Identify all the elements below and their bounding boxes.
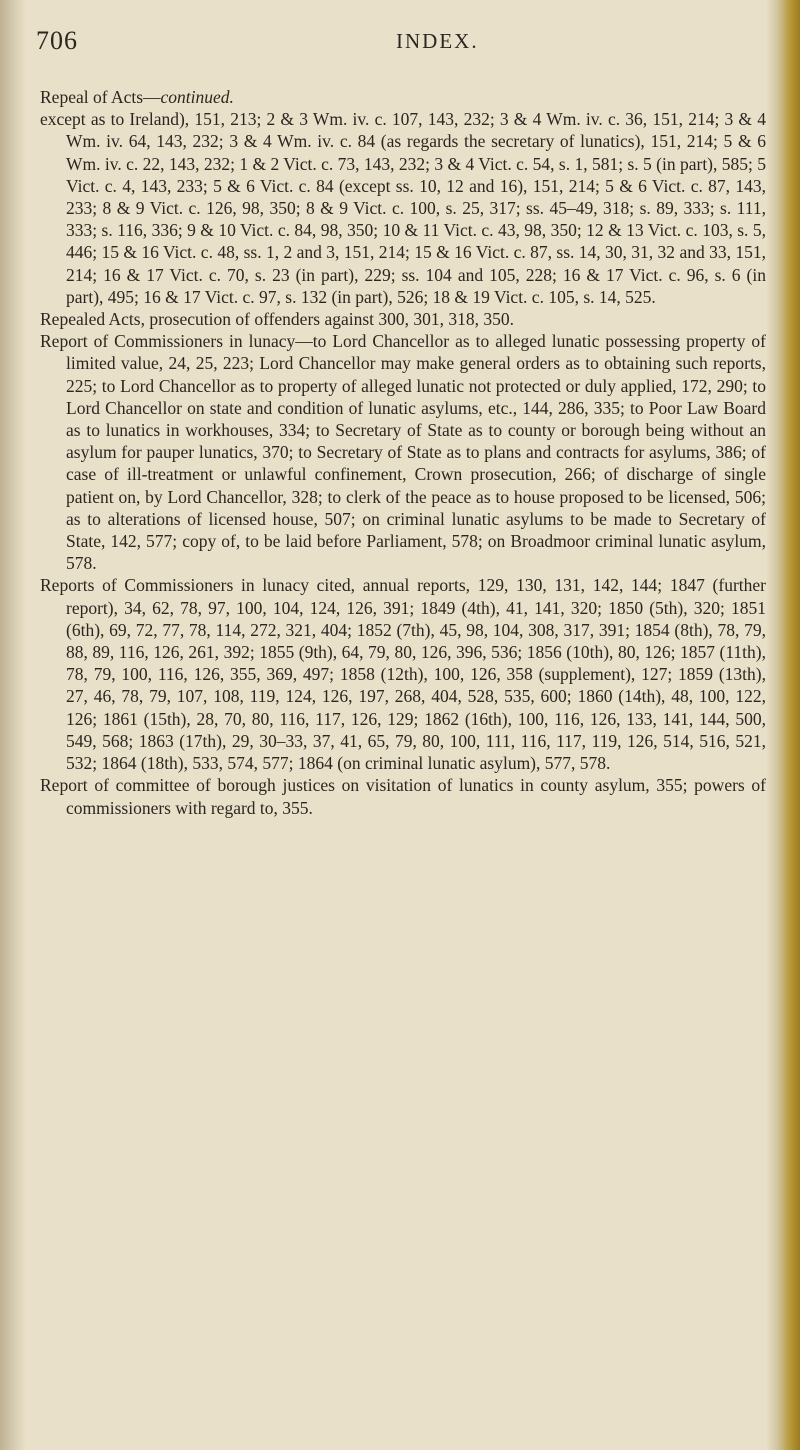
running-head: INDEX. [396,29,479,53]
index-entry-repeal-continued: except as to Ireland), 151, 213; 2 & 3 Wm. iv. c. 107, 143, 232; 3 & 4 Wm. iv. c. 36, 151, 214; 3 & 4 Wm. iv. 64, 143, 232; 3 & 4 Wm. iv. c. 84 (as regards the secretary of lunatics), 151, 214; 5 & 6 Wm. iv. c. 22, 143, 232; 1 & 2 Vict. c. 73, 143, 232; 3 & 4 Vict. c. 54, s. 1, 581; s. 5 (in part), 585; 5 Vict. c. 4, 143, 233; 5 & 6 Vict. c. 84 (except ss. 10, 12 and 16), 151, 214; 5 & 6 Vict. c. 87, 143, 233; 8 & 9 Vict. c. 126, 98, 350; 8 & 9 Vict. c. 100, s. 25, 317; ss. 45–49, 318; s. 89, 333; s. 111, 333; s. 116, 336; 9 & 10 Vict. c. 84, 98, 350; 10 & 11 Vict. c. 43, 98, 350; 12 & 13 Vict. c. 103, s. 5, 446; 15 & 16 Vict. c. 48, ss. 1, 2 and 3, 151, 214; 15 & 16 Vict. c. 87, ss. 14, 30, 31, 32 and 33, 151, 214; 16 & 17 Vict. c. 70, s. 23 (in part), 229; ss. 104 and 105, 228; 16 & 17 Vict. c. 96, s. 6 (in part), 495; 16 & 17 Vict. c. 97, s. 132 (in part), 526; 18 & 19 Vict. c. 105, s. 14, 525. [40,109,766,307]
continued-heading [40,86,766,108]
scan-edge-left [0,0,26,1450]
heading-dash: — [143,87,161,107]
page-number: 706 [36,26,78,55]
index-entry-reports-cited: Reports of Commissioners in lunacy cited, annual reports, 129, 130, 131, 142, 144; 1847 (further report), 34, 62, 78, 97, 100, 104, 124, 126, 391; 1849 (4th), 41, 141, 320; 1850 (5th), 320; 1851 (6th), 69, 72, 77, 78, 114, 272, 321, 404; 1852 (7th), 45, 98, 104, 308, 317, 391; 1854 (8th), 78, 79, 88, 89, 116, 126, 261, 392; 1855 (9th), 64, 79, 80, 126, 396, 536; 1856 (10th), 80, 126; 1857 (11th), 78, 79, 100, 116, 126, 355, 369, 497; 1858 (12th), 100, 126, 358 (supplement), 127; 1859 (13th), 27, 46, 78, 79, 107, 108, 119, 124, 126, 197, 268, 404, 528, 535, 600; 1860 (14th), 48, 100, 122, 126; 1861 (15th), 28, 70, 80, 116, 117, 126, 129; 1862 (16th), 100, 116, 126, 133, 141, 144, 500, 549, 568; 1863 (17th), 29, 30–33, 37, 41, 65, 79, 80, 100, 111, 116, 117, 119, 126, 514, 516, 521, 532; 1864 (18th), 533, 574, 577; 1864 (on criminal lunatic asylum), 577, 578. [40,575,766,774]
page-header [36,26,786,66]
scan-edge-right [766,0,800,1450]
index-entry-report-of-commissioners: Report of Commissioners in lunacy—to Lord Chancellor as to alleged lunatic possessing property of limited value, 24, 25, 223; Lord Chancellor may make general orders as to obtaining such reports, 225; to Lord Chancellor as to property of alleged lunatic not protected or duly applied, 172, 290; to Lord Chancellor on state and condition of lunatic asylums, etc., 144, 286, 335; to Poor Law Board as to lunatics in workhouses, 334; to Secretary of State as to county or borough being without an asylum for pauper lunatics, 370; to Secretary of State as to plans and contracts for asylums, 386; of case of ill-treatment or unlawful confinement, Crown prosecution, 266; of discharge of single patient on, by Lord Chancellor, 328; to clerk of the peace as to house proposed to be licensed, 506; as to alterations of licensed house, 507; on criminal lunatic asylums to be made to Secretary of State, 142, 577; copy of, to be laid before Parliament, 578; on Broadmoor criminal lunatic asylum, 578. [40,331,766,574]
index-entry-repealed-acts: Repealed Acts, prosecution of offenders against 300, 301, 318, 350. [40,309,515,330]
heading-continued: continued. [160,87,234,107]
heading-term: Repeal of Acts [40,87,144,107]
index-body [40,86,766,819]
index-entry-report-of-committee: Report of committee of borough justices on visitation of lunatics in county asylum, 355; powers of commissioners with regard to, 355. [40,775,766,818]
